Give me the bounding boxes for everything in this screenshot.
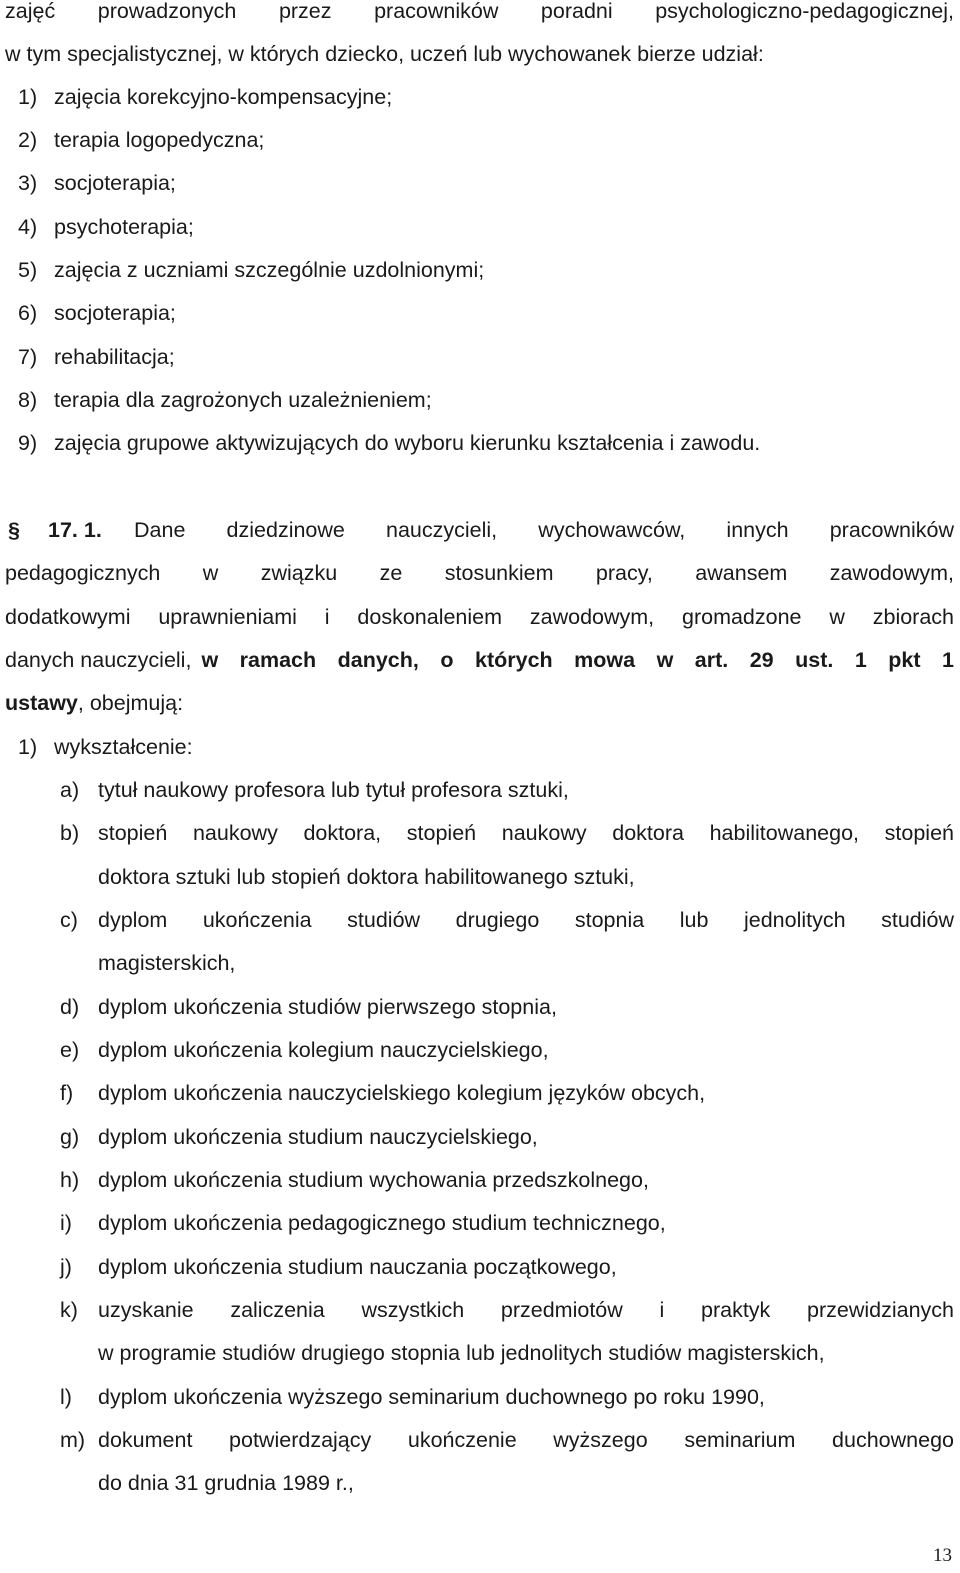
intro-line-2: w tym specjalistycznej, w których dziecko, uczeń lub wychowanek bierze udział: [5,42,764,66]
intro-line-1: zajęć prowadzonych przez pracowników poradni psychologiczno-pedagogicznej, [5,0,954,23]
list-item: 9) zajęcia grupowe aktywizujących do wyboru kierunku kształcenia i zawodu. [18,431,761,455]
legal-reference: w ramach danych, o których mowa w art. 29 ust. 1 pkt 1 [201,648,954,672]
list-item: 3) socjoterapia; [18,171,176,195]
list-item: 6) socjoterapia; [18,301,176,325]
list-item: 5) zajęcia z uczniami szczególnie uzdolnionymi; [18,258,485,282]
list-item: 8) terapia dla zagrożonych uzależnieniem; [18,388,432,412]
list-item: 4) psychoterapia; [18,215,194,239]
section-text-line-2: pedagogicznych w związku ze stosunkiem pracy, awansem zawodowym, [5,561,954,585]
section-heading-line [8,509,954,552]
list-item: 7) rehabilitacja; [18,345,175,369]
page-number: 13 [933,1545,952,1566]
list-item: 1) zajęcia korekcyjno-kompensacyjne; [18,85,393,109]
document-page: zajęć prowadzonych przez pracowników poradni psychologiczno-pedagogicznej, w tym specjalistycznej, w których dziecko, uczeń lub wychowanek bierze udział: 1) zajęcia korekcyjno-kompensacyjne; 2) terapia logopedyczna; 3) socjoterapia; 4) psychoterapia; 5) zajęcia z uczniami szczególnie uzdolnionymi; 6) socjoterapia; 7) rehabilitacja; 8) terapia dla zagrożonych uzależnieniem; 9) zajęcia grupowe aktywizujących do wyboru kierunku kształcenia i zawodu. § 17. 1. Dane dziedzinowe nauczycieli, wychowawców, innych pracowników pedagogicznych w związku ze stosunkiem pracy, awansem zawodowym, dodatkowymi uprawnieniami i doskonaleniem zawodowym, gromadzone w zbiorach danych nauczycieli, w ramach danych, o których mowa w art. 29 ust. 1 pkt 1 ustawy, obejmują: 1) wykształcenie: a) tytuł naukowy profesora lub tytuł profesora sztuki, b) stopień naukowy doktora, stopień naukowy doktora habilitowanego, stopień doktora sztuki lub stopień doktora habilitowanego sztuki, c) dyplom ukończenia studiów drugiego stopnia lub jednolitych studiów magisterskich, d) dyplom ukończenia studiów pierwszego stopnia, e) dyplom ukończenia kolegium nauczycielskiego, f) dyplom ukończenia nauczycielskiego kolegium języków obcych, g) dyplom ukończenia studium nauczycielskiego, h) dyplom ukończenia studium wychowania przedszkolnego, i) dyplom ukończenia pedagogicznego studium technicznego, j) dyplom ukończenia studium nauczania początkowego, k) uzyskanie zaliczenia wszystkich przedmiotów i praktyk przewidzianych w programie studiów drugiego stopnia lub jednolitych studiów magisterskich, l) dyplom ukończenia wyższego seminarium duchownego po roku 1990, m) dokument potwierdzający ukończenie wyższego seminarium duchownego do dnia 31 grudnia 1989 r., 13 [0,0,960,1573]
section-text-line-3: dodatkowymi uprawnieniami i doskonaleniem zawodowym, gromadzone w zbiorach [5,605,954,629]
section-text-line-1: Dane dziedzinowe nauczycieli, wychowawców, innych pracowników [134,518,954,542]
section-number: 17. [48,518,78,542]
clause-number: 1. [83,518,102,542]
list-item: 1) wykształcenie: [18,735,193,759]
paragraph-sign: § [8,518,20,542]
section-text-line-5: ustawy, obejmują: [5,691,184,715]
list-item: 2) terapia logopedyczna; [18,128,265,152]
section-text-line-4: danych nauczycieli, w ramach danych, o których mowa w art. 29 ust. 1 pkt 1 [5,639,954,682]
